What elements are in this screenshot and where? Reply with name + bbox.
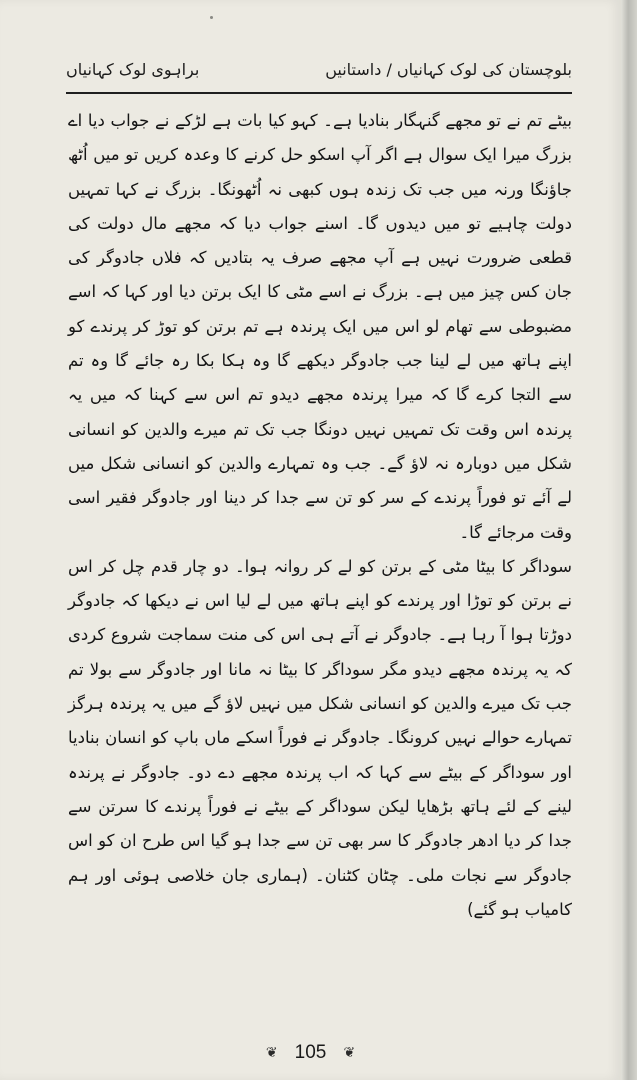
- running-header: [66, 58, 572, 88]
- paper-speck: [210, 16, 213, 19]
- header-divider: [66, 92, 572, 94]
- story-body: [68, 104, 572, 927]
- ornament-right-icon: ❦: [343, 1045, 356, 1061]
- page-footer: [0, 1042, 621, 1072]
- paragraph: سوداگر کا بیٹا مٹی کے برتن کو لے کر روانہ ہوا۔ دو چار قدم چل کر اس نے برتن کو توڑا اور پرندے کو اپنے ہاتھ میں لے لیا اس نے دیکھا کہ جادوگر دوڑتا ہوا آ رہا ہے۔ جادوگر نے آتے ہی اس کی منت سماجت شروع کردی کہ یہ پرندہ مجھے دیدو مگر سوداگر کا بیٹا نہ مانا اور جادوگر سے بولا تم جب تک میرے والدین کو انسانی شکل میں نہیں لاؤ گے میں یہ پرندہ ہرگز تمہارے حوالے نہیں کرونگا۔ جادوگر نے فوراً اسکے ماں باپ کو انسان بنادیا اور سوداگر کے بیٹے سے کہا کہ اب پرندہ مجھے دے دو۔ جادوگر نے پرندہ لینے کے لئے ہاتھ بڑھایا لیکن سوداگر کے بیٹے نے فوراً پرندے کا سرتن سے جدا کر دیا ادھر جادوگر کا سر بھی تن سے جدا ہو گیا اس طرح ان کو اس جادوگر سے نجات ملی۔ چٹان کٹنان۔ (ہماری جان خلاصی ہوئی اور ہم کامیاب ہو گئے): [68, 556, 572, 919]
- ornament-left-icon: ❦: [265, 1045, 278, 1061]
- header-chapter-title: بلوچستان کی لوک کہانیاں / داستانیں: [325, 60, 572, 79]
- page-number: 105: [294, 1042, 327, 1063]
- header-book-title: براہوی لوک کہانیاں: [66, 60, 200, 79]
- page-edge: [621, 0, 637, 1080]
- paragraph: بیٹے تم نے تو مجھے گنہگار بنادیا ہے۔ کہو کیا بات ہے لڑکے نے جواب دیا اے بزرگ میرا ایک سوال ہے اگر آپ اسکو حل کرنے کا وعدہ کریں تو میں اُٹھ جاؤنگا ورنہ میں جب تک زندہ ہوں کبھی نہ اُٹھونگا۔ بزرگ نے کہا تمہیں دولت چاہیے تو میں دیدوں گا۔ اسنے جواب دیا کہ مجھے مال دولت کی قطعی ضرورت نہیں ہے آپ مجھے صرف یہ بتادیں کہ فلاں جادوگر کی جان کس چیز میں ہے۔ بزرگ نے اسے مٹی کا ایک برتن دیا اور کہا کہ اسے مضبوطی سے تھام لو اس میں ایک پرندہ ہے تم برتن کو توڑ کر پرندے کو اپنے ہاتھ میں لے لینا جب جادوگر دیکھے گا وہ ہکا بکا رہ جائے گا وہ تم سے التجا کرے گا کہ میرا پرندہ مجھے دیدو تم اس سے کہنا کہ میں یہ پرندہ اس وقت تک تمہیں نہیں دونگا جب تک تم میرے والدین کو انسانی شکل میں دوبارہ نہ لاؤ گے۔ جب وہ تمہارے والدین کو انسانی شکل میں لے آئے تو فوراً پرندے کے سر کو تن سے جدا کر دینا اور جادوگر فقیر اسی وقت مرجائے گا۔: [68, 111, 572, 542]
